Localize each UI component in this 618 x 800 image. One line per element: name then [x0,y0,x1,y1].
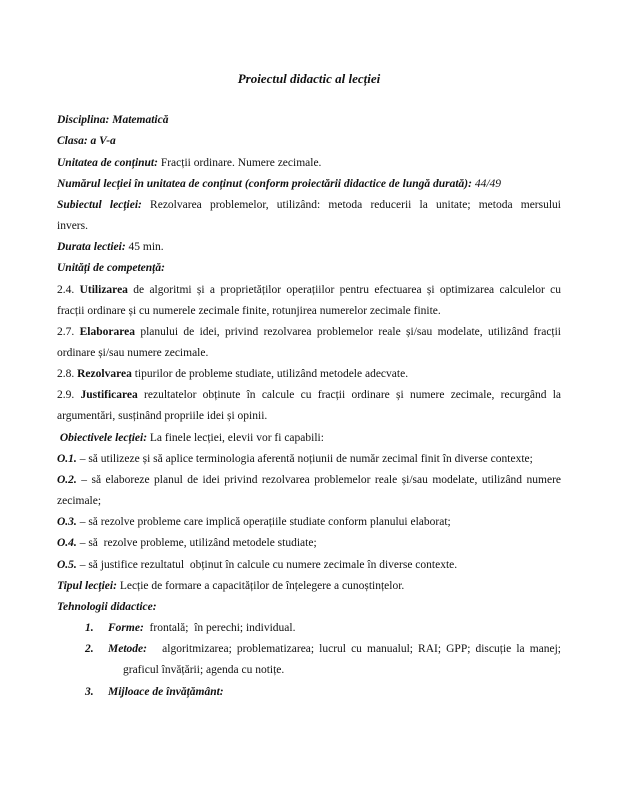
competenta-2-4-line2 [57,301,561,322]
meta-numarul [57,174,561,195]
competenta-2-9-keyword: Justificarea [80,389,138,402]
obiectiv-o1-text: – să utilizeze și să aplice terminologia aferentă noțiunii de număr zecimal finit în diverse contexte; [76,452,533,465]
competenta-2-9-line2 [57,406,561,427]
obiectiv-o1 [57,449,561,470]
competenta-2-9-line1 [57,385,561,406]
tehnologie-forme [85,618,561,639]
obiectiv-o4-id: O.4. [57,537,77,550]
competenta-2-9-num: 2.9. [57,389,81,402]
meta-unitatea-value: Fracții ordinare. Numere zecimale. [157,156,322,169]
competenta-2-9-text2: argumentări, susținând propriile idei și opinii. [57,410,268,423]
competenta-2-7-text2: ordinare și/sau numere zecimale. [57,347,209,360]
tehnologie-metode-text: algoritmizarea; problematizarea; lucrul cu manualul; RAI; GPP; discuție la manej; [146,643,561,656]
obiectiv-o2-line1 [57,470,561,491]
meta-numarul-label: Numărul lecției în unitatea de conținut (conform proiectării didactice de lungă durată): [57,177,472,190]
tehnologie-metode-line2 [123,660,561,681]
obiectiv-o2-line2 [57,491,561,512]
meta-unitatea-label: Unitatea de conținut: [57,156,158,169]
obiectiv-o2-id: O.2. [57,473,77,486]
para-tipul [57,576,561,597]
obiectiv-o5-text: – să justifice rezultatul obținut în calcule cu numere zecimale în diverse contexte. [76,558,458,571]
para-subiectul-text: Rezolvarea problemelor, utilizând: metoda reducerii la unitate; metoda mersului [141,198,562,211]
tehnologie-mijloace-label: Mijloace de învățământ: [108,685,224,698]
competenta-2-7-num: 2.7. [57,325,80,338]
competenta-2-7-text: planului de idei, privind rezolvarea problemelor reale și/sau modelate, utilizând fracții [134,325,562,338]
obiective-intro-text: La finele lecției, elevii vor fi capabili: [147,431,324,444]
competenta-2-4-keyword: Utilizarea [79,283,128,296]
heading-tehnologii-text: Tehnologii didactice: [57,600,157,613]
competenta-2-7-line2 [57,343,561,364]
obiectiv-o3-text: – să rezolve probleme care implică operațiile studiate conform planului elaborat; [76,516,451,529]
obiectiv-o2-text2: zecimale; [57,495,102,508]
tehnologie-forme-num: 1. [85,622,94,635]
obiective-intro [57,428,561,449]
tehnologie-forme-text: frontală; în perechi; individual. [143,622,296,635]
para-tipul-value: Lecție de formare a capacităților de înțelegere a cunoștințelor. [116,579,405,592]
obiectiv-o4-text: – să rezolve probleme, utilizând metodele studiate; [76,537,317,550]
meta-disciplina-label: Disciplina: Matematică [57,114,169,127]
obiectiv-o3-id: O.3. [57,516,77,529]
obiectiv-o3 [57,512,561,533]
meta-clasa [57,131,561,152]
meta-numarul-value: 44/49 [471,177,502,190]
competenta-2-7-keyword: Elaborarea [79,325,135,338]
tehnologie-metode-label: Metode: [108,643,147,656]
meta-unitatea [57,153,561,174]
tehnologie-metode-text2: graficul învățării; agenda cu notițe. [123,664,285,677]
tehnologie-forme-label: Forme: [108,622,144,635]
competenta-2-8-line1 [57,364,561,385]
meta-disciplina [57,110,561,131]
obiective-intro-label: Obiectivele lecției: [57,431,148,444]
competenta-2-4-num: 2.4. [57,283,80,296]
para-subiectul-label: Subiectul lecției: [57,198,142,211]
obiectiv-o4 [57,533,561,554]
heading-tehnologii [57,597,561,618]
heading-unitati-competenta-text: Unități de competență: [57,262,165,275]
meta-clasa-label: Clasa: a V-a [57,135,116,148]
para-durata-label: Durata lectiei: [57,241,126,254]
competenta-2-4-text: de algoritmi și a proprietăților operațiilor pentru efectuarea și optimizarea calculelor cu [127,283,562,296]
tehnologie-metode-line1 [85,639,561,660]
para-subiectul-text2: invers. [57,220,88,233]
obiectiv-o2-text: – să elaboreze planul de idei privind rezolvarea problemelor reale și/sau modelate, utilizând numere [76,473,561,486]
para-subiectul-line2 [57,216,561,237]
competenta-2-8-keyword: Rezolvarea [77,368,132,381]
para-durata-value: 45 min. [125,241,164,254]
para-subiectul-line1 [57,195,561,216]
obiectiv-o1-id: O.1. [57,452,77,465]
obiectiv-o5-id: O.5. [57,558,77,571]
tehnologie-metode-num: 2. [85,643,94,656]
competenta-2-9-text: rezultatelor obținute în calcule cu fracții ordinare și numere zecimale, recurgând la [137,389,561,402]
tehnologie-mijloace [85,682,561,703]
para-tipul-label: Tipul lecției: [57,579,117,592]
competenta-2-8-text: tipurilor de probleme studiate, utilizând metodele adecvate. [131,368,409,381]
competenta-2-7-line1 [57,322,561,343]
tehnologie-mijloace-num: 3. [85,685,94,698]
competenta-2-4-text2: fracții ordinare și cu numerele zecimale finite, rotunjirea numerelor zecimale finite. [57,304,441,317]
heading-unitati-competenta [57,258,561,279]
document-title: Proiectul didactic al lecției [237,71,381,86]
competenta-2-4-line1 [57,280,561,301]
para-durata [57,237,561,258]
competenta-2-8-num: 2.8. [57,368,78,381]
obiectiv-o5 [57,555,561,576]
